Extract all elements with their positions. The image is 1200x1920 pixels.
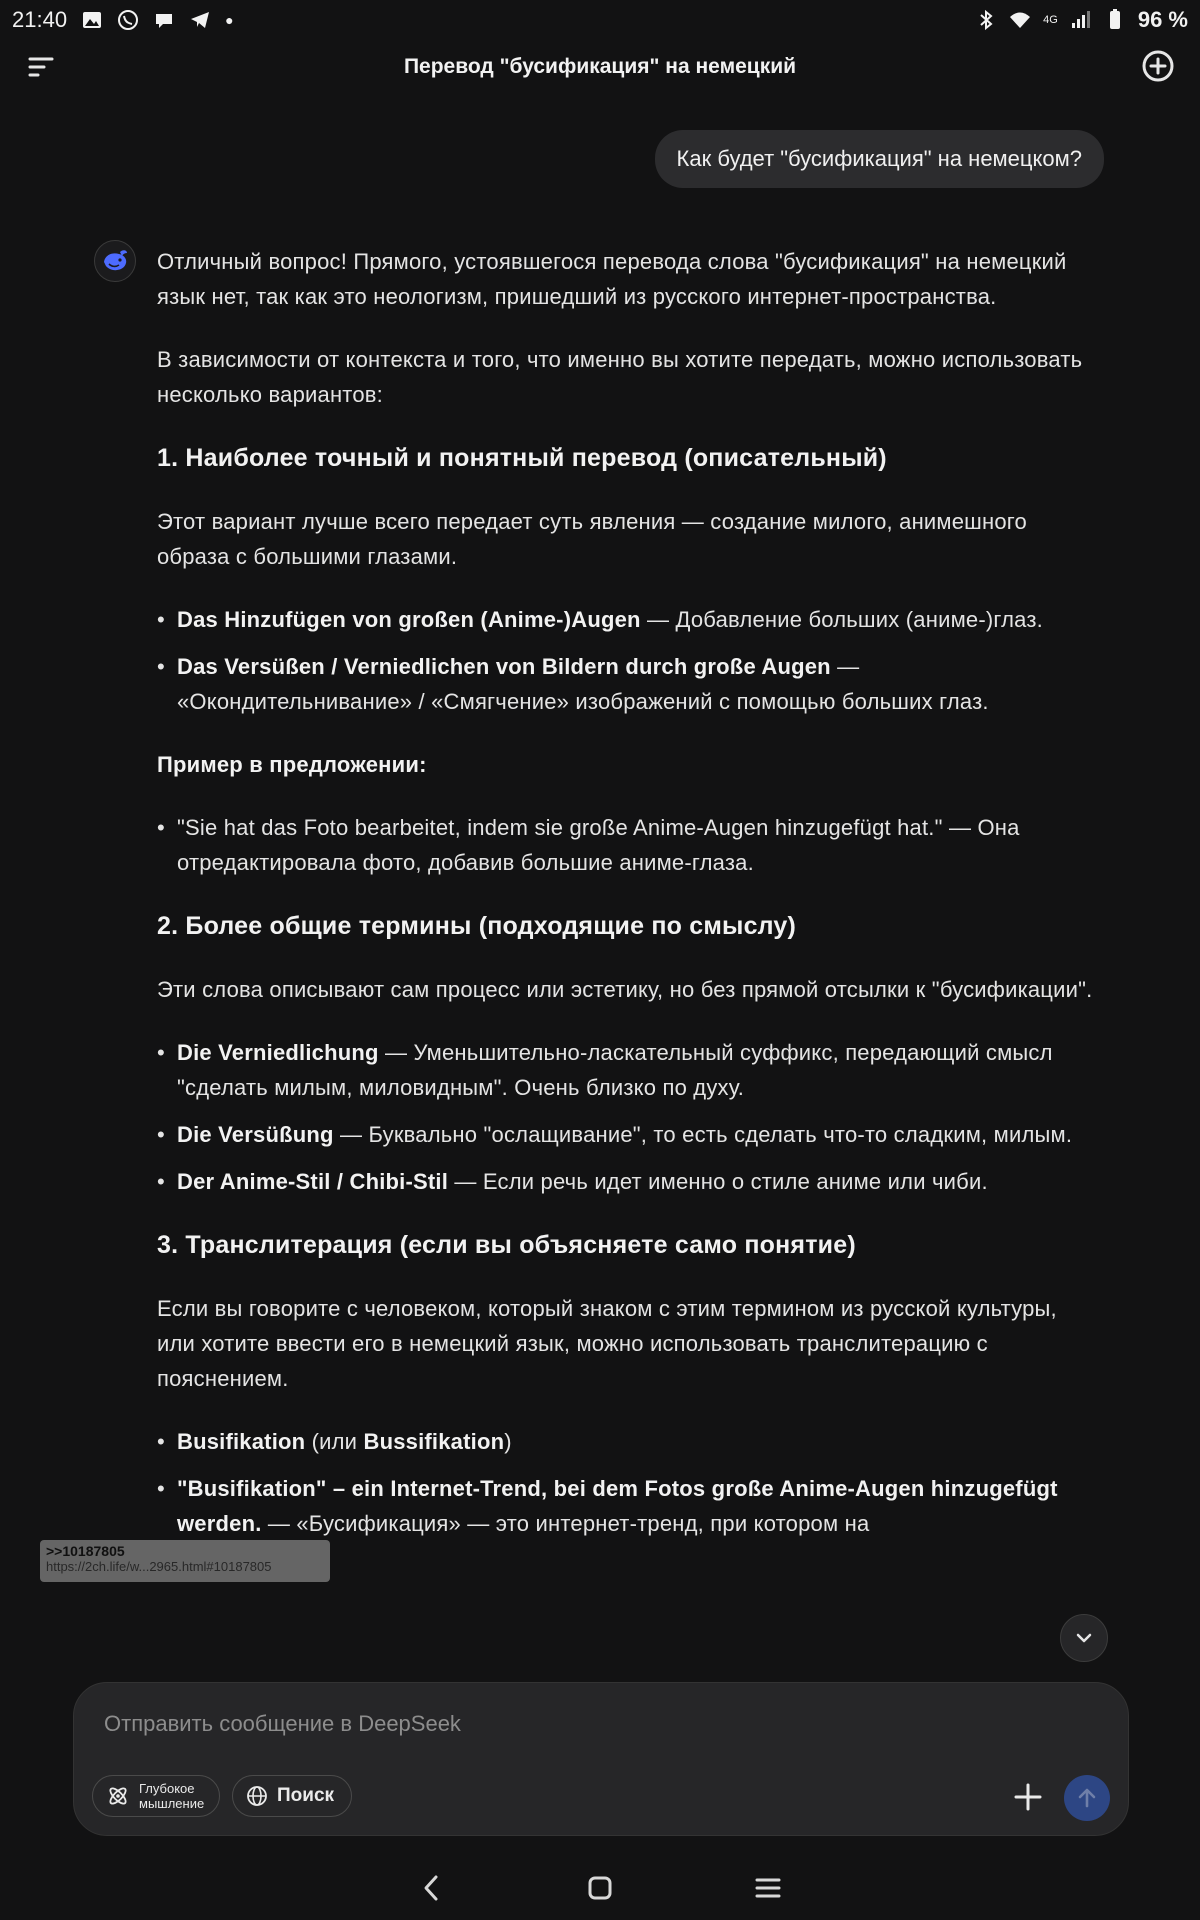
list-item bbox=[157, 1471, 1095, 1541]
deepseek-avatar bbox=[94, 240, 136, 282]
status-bar bbox=[0, 0, 1200, 40]
search-toggle[interactable] bbox=[232, 1775, 352, 1817]
term-bold: Die Verniedlichung bbox=[177, 1040, 379, 1065]
scroll-to-bottom-button[interactable] bbox=[1060, 1614, 1108, 1662]
send-button[interactable] bbox=[1064, 1775, 1110, 1821]
list-item bbox=[157, 649, 1095, 719]
globe-icon bbox=[245, 1784, 269, 1808]
system-navigation-bar bbox=[0, 1856, 1200, 1920]
answer-paragraph: Отличный вопрос! Прямого, устоявшегося перевода слова "бусификация" на немецкий язык нет, так как это неологизм, пришедший из русского интернет-пространства. bbox=[157, 249, 1067, 309]
list-item: • "Sie hat das Foto bearbeitet, indem sie große Anime-Augen hinzugefügt hat." — Она отредактировала фото, добавив большие аниме-глаза. bbox=[157, 810, 1095, 880]
section-heading: 3. Транслитерация (если вы объясняете само понятие) bbox=[157, 1231, 856, 1259]
bullet-list bbox=[157, 1035, 1095, 1199]
top-bar bbox=[0, 40, 1200, 94]
term-description: — «Бусификация» — это интернет-тренд, при котором на bbox=[261, 1511, 870, 1536]
new-chat-icon[interactable] bbox=[1140, 48, 1176, 84]
message-composer bbox=[73, 1682, 1129, 1836]
tooltip-url: https://2ch.life/w...2965.html#10187805 bbox=[46, 1559, 272, 1574]
battery-percent: 96 % bbox=[1137, 7, 1188, 32]
answer-paragraph: Этот вариант лучше всего передает суть явления — создание милого, анимешного образа с большими глазами. bbox=[157, 509, 1027, 569]
term-description: — Буквально "ослащивание", то есть сделать что-то сладким, милым. bbox=[333, 1122, 1073, 1147]
term-description: — Уменьшительно-ласкательный суффикс, передающий смысл "сделать милым, миловидным". Очень близко по духу. bbox=[177, 1040, 1053, 1100]
network-type: 4G bbox=[1043, 14, 1058, 26]
gallery-icon bbox=[81, 9, 103, 31]
term-bold: Das Versüßen / Verniedlichen von Bildern durch große Augen bbox=[177, 654, 831, 679]
user-message-text: Как будет "бусификация" на немецком? bbox=[676, 146, 1082, 171]
status-time: 21:40 bbox=[12, 7, 68, 32]
search-label: Поиск bbox=[277, 1785, 335, 1806]
term-description: — Если речь идет именно о стиле аниме или чиби. bbox=[448, 1169, 988, 1194]
bullet-list bbox=[157, 1424, 1095, 1541]
deep-think-label bbox=[139, 1781, 204, 1811]
telegram-icon bbox=[189, 9, 211, 31]
list-item bbox=[157, 602, 1095, 637]
battery-icon bbox=[1104, 9, 1126, 31]
wifi-icon bbox=[1009, 9, 1031, 31]
list-item bbox=[157, 1035, 1095, 1105]
signal-icon bbox=[1070, 9, 1092, 31]
recent-apps-icon[interactable] bbox=[750, 1870, 786, 1906]
bluetooth-icon bbox=[975, 9, 997, 31]
deep-think-label-line: Глубокое bbox=[139, 1781, 195, 1796]
viber-icon bbox=[117, 9, 139, 31]
term-description: — «Окондительнивание» / «Смягчение» изображений с помощью больших глаз. bbox=[177, 654, 989, 714]
user-message-bubble[interactable] bbox=[655, 130, 1104, 188]
bullet-list bbox=[157, 810, 1095, 880]
bullet-list bbox=[157, 602, 1095, 719]
term-bold: Busifikation bbox=[177, 1429, 306, 1454]
section-heading: 2. Более общие термины (подходящие по смыслу) bbox=[157, 912, 797, 940]
attach-plus-icon[interactable] bbox=[1010, 1779, 1046, 1815]
list-item bbox=[157, 1117, 1095, 1152]
list-item bbox=[157, 1424, 1095, 1459]
term-description: — Добавление больших (аниме-)глаз. bbox=[640, 607, 1043, 632]
chevron-down-icon bbox=[1073, 1627, 1095, 1649]
back-icon[interactable] bbox=[414, 1870, 450, 1906]
term-bold: Die Versüßung bbox=[177, 1122, 334, 1147]
section-heading: 1. Наиболее точный и понятный перевод (описательный) bbox=[157, 444, 887, 472]
home-icon[interactable] bbox=[582, 1870, 618, 1906]
answer-paragraph: Эти слова описывают сам процесс или эстетику, но без прямой отсылки к "бусификации". bbox=[157, 977, 1093, 1002]
atom-icon bbox=[105, 1783, 131, 1809]
term-bold: Bussifikation bbox=[363, 1429, 505, 1454]
message-input[interactable]: Отправить сообщение в DeepSeek bbox=[104, 1711, 461, 1736]
assistant-answer bbox=[157, 244, 1095, 1569]
term-bold: Das Hinzufügen von großen (Anime-)Augen bbox=[177, 607, 641, 632]
example-label bbox=[157, 747, 1095, 782]
deep-think-toggle[interactable] bbox=[92, 1775, 220, 1817]
term-description: (или bbox=[305, 1429, 364, 1454]
list-item bbox=[157, 1164, 1095, 1199]
deep-think-label-line: мышление bbox=[139, 1796, 205, 1811]
chat-title: Перевод "бусификация" на немецкий bbox=[403, 55, 797, 78]
term-bold: Der Anime-Stil / Chibi-Stil bbox=[177, 1169, 449, 1194]
notification-dot-icon: ● bbox=[225, 12, 234, 28]
answer-paragraph: Если вы говорите с человеком, который знаком с этим термином из русской культуры, или хотите ввести его в немецкий язык, можно использовать транслитерацию с пояснением. bbox=[157, 1296, 1057, 1391]
term-bold: "Busifikation" – ein Internet-Trend, bei dem Fotos große Anime-Augen hinzugefügt werden. bbox=[177, 1476, 1058, 1536]
example-label-text: Пример в предложении: bbox=[157, 752, 427, 777]
deepseek-whale-icon bbox=[100, 246, 130, 276]
arrow-up-icon bbox=[1075, 1786, 1099, 1810]
chat-bubble-icon bbox=[153, 9, 175, 31]
answer-paragraph: В зависимости от контекста и того, что именно вы хотите передать, можно использовать несколько вариантов: bbox=[157, 347, 1083, 407]
tooltip-post-ref: >>10187805 bbox=[46, 1543, 125, 1559]
menu-icon[interactable] bbox=[24, 50, 58, 84]
link-preview-tooltip[interactable] bbox=[40, 1540, 330, 1582]
term-description: ) bbox=[504, 1429, 512, 1454]
